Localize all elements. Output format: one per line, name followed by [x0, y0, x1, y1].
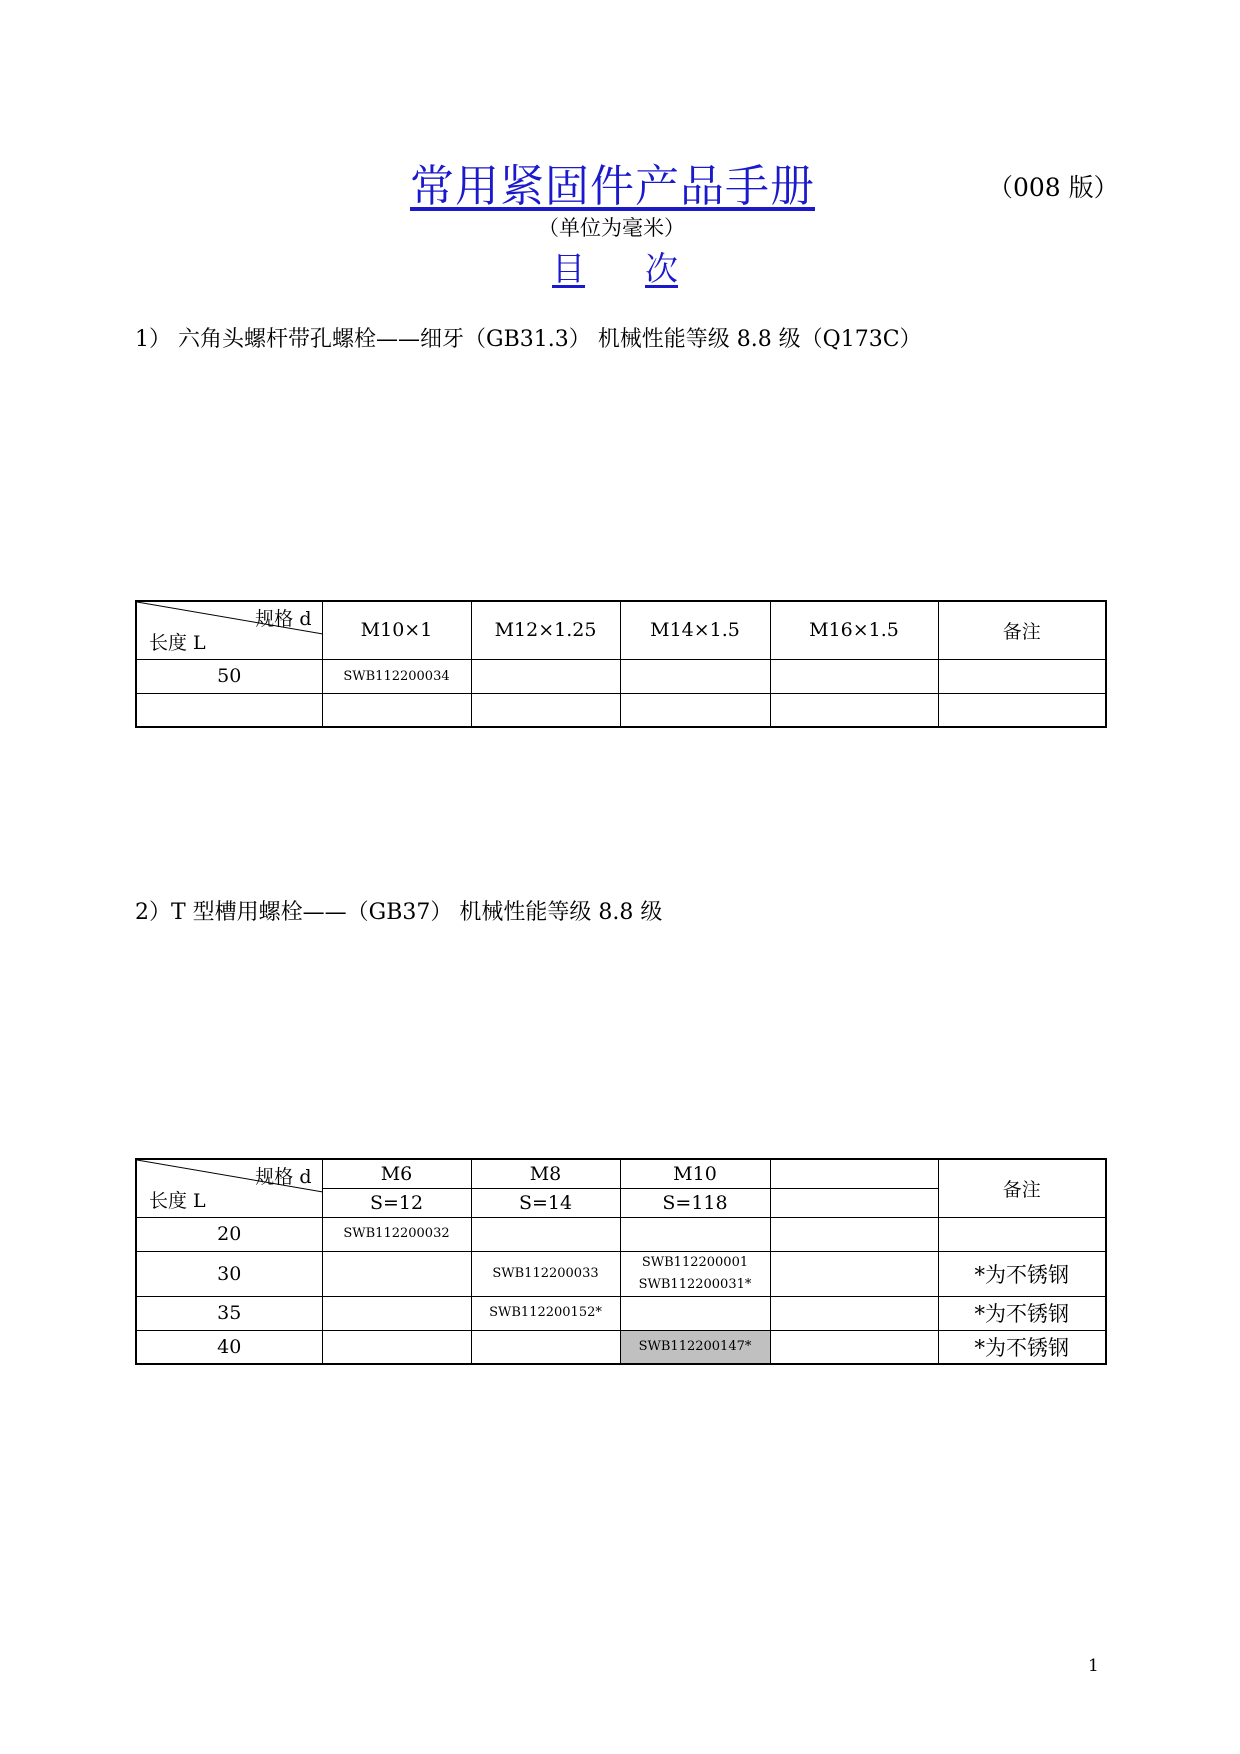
note-cell: *为不锈钢 — [938, 1296, 1106, 1330]
part-code-cell — [770, 693, 938, 727]
length-label: 长度 L — [149, 631, 206, 654]
part-code: SWB112200031* — [638, 1276, 752, 1292]
table-row — [136, 1296, 1106, 1330]
part-code-cell — [620, 1251, 770, 1296]
part-code-cell — [322, 693, 471, 727]
column-header: M16×1.5 — [770, 601, 938, 659]
t-slot-bolt-spec-table — [135, 1158, 1107, 1365]
length-cell: 30 — [136, 1251, 322, 1296]
note-cell — [938, 1217, 1106, 1251]
part-code-cell — [322, 1330, 471, 1364]
part-code-cell — [770, 1217, 938, 1251]
part-code-cell — [620, 693, 770, 727]
diagonal-header-cell — [136, 601, 322, 659]
part-code-cell — [322, 1251, 471, 1296]
highlighted-part-code-cell — [620, 1330, 770, 1364]
table-row — [136, 659, 1106, 693]
sub-column-header — [770, 1188, 938, 1217]
part-code-cell — [471, 659, 620, 693]
part-code-cell — [620, 659, 770, 693]
column-header: M10×1 — [322, 601, 471, 659]
sub-column-header: S=14 — [471, 1188, 620, 1217]
part-code-cell — [471, 1330, 620, 1364]
part-code-cell — [770, 1296, 938, 1330]
part-code-cell — [620, 1296, 770, 1330]
part-code-cell: SWB112200034 — [322, 659, 471, 693]
table-row — [136, 1251, 1106, 1296]
part-code-cell — [770, 1251, 938, 1296]
part-code-cell — [471, 1217, 620, 1251]
table-header-row — [136, 1159, 1106, 1188]
part-code-cell — [620, 1217, 770, 1251]
toc-left-char: 目 — [552, 249, 585, 288]
length-cell: 40 — [136, 1330, 322, 1364]
column-header: M14×1.5 — [620, 601, 770, 659]
table-header-row — [136, 601, 1106, 659]
page-number: 1 — [1088, 1656, 1099, 1676]
table-row — [136, 1330, 1106, 1364]
note-header: 备注 — [938, 1159, 1106, 1217]
part-code-cell — [322, 1296, 471, 1330]
part-code-cell — [471, 693, 620, 727]
hex-bolt-spec-table — [135, 600, 1107, 728]
length-cell: 35 — [136, 1296, 322, 1330]
table-row — [136, 693, 1106, 727]
sub-column-header: S=118 — [620, 1188, 770, 1217]
part-code: SWB112200147* — [638, 1338, 752, 1354]
part-code: SWB112200152* — [489, 1305, 602, 1320]
part-code-cell — [322, 1217, 471, 1251]
part-code-cell — [471, 1296, 620, 1330]
table-of-contents-heading — [552, 243, 678, 290]
column-header — [770, 1159, 938, 1188]
column-header: M10 — [620, 1159, 770, 1188]
section-2-heading: 2）T 型槽用螺栓——（GB37） 机械性能等级 8.8 级 — [135, 900, 663, 925]
note-header: 备注 — [938, 601, 1106, 659]
length-label: 长度 L — [149, 1189, 206, 1212]
part-code-cell — [770, 1330, 938, 1364]
sub-column-header: S=12 — [322, 1188, 471, 1217]
part-code: SWB112200001 — [641, 1254, 749, 1270]
column-header: M8 — [471, 1159, 620, 1188]
diagonal-header-cell — [136, 1159, 322, 1217]
length-cell: 20 — [136, 1217, 322, 1251]
table-row — [136, 1217, 1106, 1251]
edition-label: （008 版） — [988, 173, 1119, 202]
part-code-cell — [471, 1251, 620, 1296]
length-cell — [136, 693, 322, 727]
spec-label: 规格 d — [255, 1166, 312, 1188]
note-cell — [938, 693, 1106, 727]
toc-right-char: 次 — [645, 249, 678, 288]
document-title: 常用紧固件产品手册 — [410, 161, 815, 212]
length-cell: 50 — [136, 659, 322, 693]
unit-note: （单位为毫米） — [538, 216, 685, 240]
column-header: M6 — [322, 1159, 471, 1188]
part-code-cell — [770, 659, 938, 693]
part-code: SWB112200033 — [492, 1265, 599, 1281]
note-cell — [938, 659, 1106, 693]
spec-label: 规格 d — [255, 608, 312, 630]
part-code: SWB112200032 — [343, 1226, 450, 1241]
note-cell: *为不锈钢 — [938, 1251, 1106, 1296]
column-header: M12×1.25 — [471, 601, 620, 659]
section-1-heading: 1） 六角头螺杆带孔螺栓——细牙（GB31.3） 机械性能等级 8.8 级（Q173C） — [135, 327, 922, 352]
note-cell: *为不锈钢 — [938, 1330, 1106, 1364]
